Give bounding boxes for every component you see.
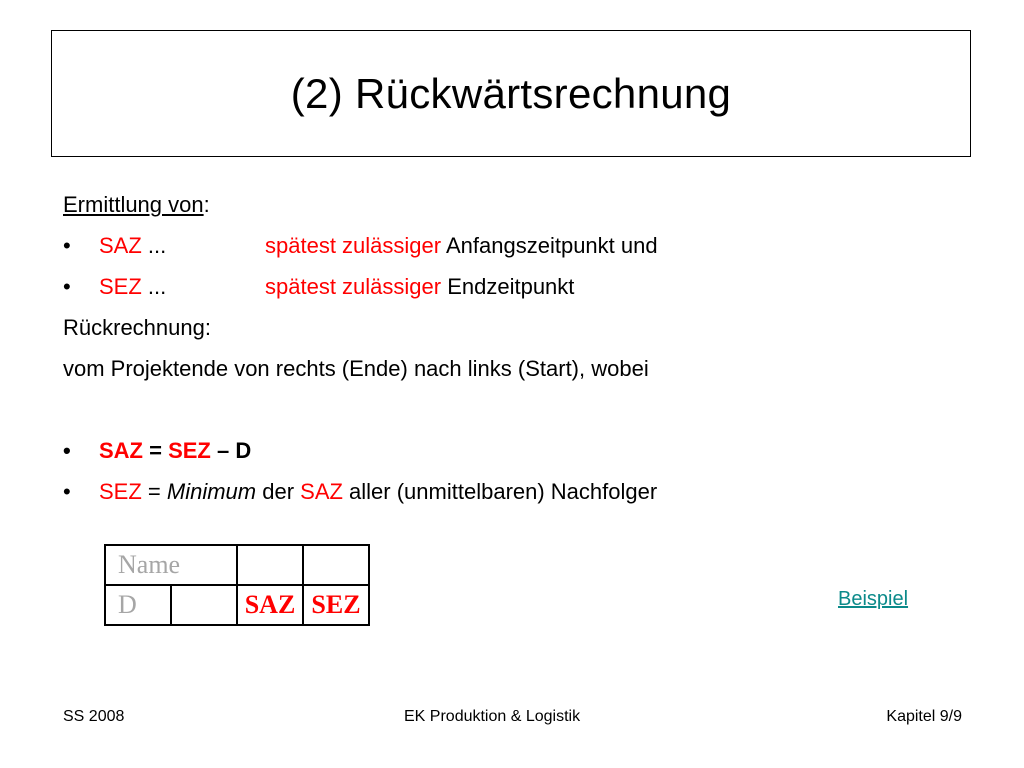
- bullet-dot: •: [63, 233, 71, 258]
- node-saz-label: SAZ: [237, 585, 303, 625]
- formula-eq: =: [143, 438, 169, 463]
- term-dots: ...: [141, 274, 167, 299]
- node-empty-cell: [237, 545, 303, 585]
- example-link[interactable]: Beispiel: [838, 588, 909, 610]
- term-saz: SAZ: [99, 233, 142, 258]
- bullet-dot: •: [63, 479, 71, 504]
- definition-rest: Endzeitpunkt: [441, 274, 575, 299]
- formula-saz-term: SAZ: [300, 479, 343, 504]
- node-sez-label: SEZ: [303, 585, 369, 625]
- formula-sez-term: SEZ: [99, 479, 142, 504]
- intro-suffix: :: [203, 192, 210, 217]
- node-duration-label: D: [105, 585, 171, 625]
- bullet-saz: [63, 225, 963, 266]
- title-box: [51, 30, 971, 157]
- formula-minimum: Minimum: [166, 479, 257, 504]
- footer-semester: SS 2008: [63, 708, 125, 725]
- bullet-dot: •: [63, 438, 71, 463]
- definition-red: spätest zulässiger: [265, 274, 442, 299]
- definition-rest: Anfangszeitpunkt und: [441, 233, 658, 258]
- slide-title: (2) Rückwärtsrechnung: [290, 69, 732, 117]
- footer-course: EK Produktion & Logistik: [404, 708, 581, 725]
- formula-rest: aller (unmittelbaren) Nachfolger: [342, 479, 658, 504]
- formula-eq: =: [141, 479, 167, 504]
- node-empty-cell: [303, 545, 369, 585]
- intro-underlined: Ermittlung von: [63, 192, 204, 217]
- backward-label: Rückrechnung:: [63, 315, 211, 340]
- bullet-dot: •: [63, 274, 71, 299]
- term-sez: SEZ: [99, 274, 142, 299]
- formula-saz: [63, 430, 963, 471]
- backward-description: vom Projektende von rechts (Ende) nach links (Start), wobei: [63, 356, 649, 381]
- formula-sez: [63, 471, 963, 512]
- term-dots: ...: [141, 233, 167, 258]
- node-name-label: Name: [105, 545, 237, 585]
- bullet-sez: [63, 266, 963, 307]
- footer-chapter: Kapitel 9/9: [886, 708, 962, 725]
- slide-body: [63, 184, 963, 512]
- formula-saz-term: SAZ: [99, 438, 143, 463]
- spacer: [63, 389, 963, 430]
- formula-sez-term: SEZ: [168, 438, 211, 463]
- formula-der: der: [256, 479, 301, 504]
- node-box-row-bottom: [105, 585, 369, 625]
- node-box-row-top: [105, 545, 369, 585]
- node-empty-cell: [171, 585, 237, 625]
- node-box-diagram: [104, 544, 370, 626]
- formula-rest: – D: [210, 438, 252, 463]
- intro-line: [63, 184, 963, 225]
- definition-red: spätest zulässiger: [265, 233, 442, 258]
